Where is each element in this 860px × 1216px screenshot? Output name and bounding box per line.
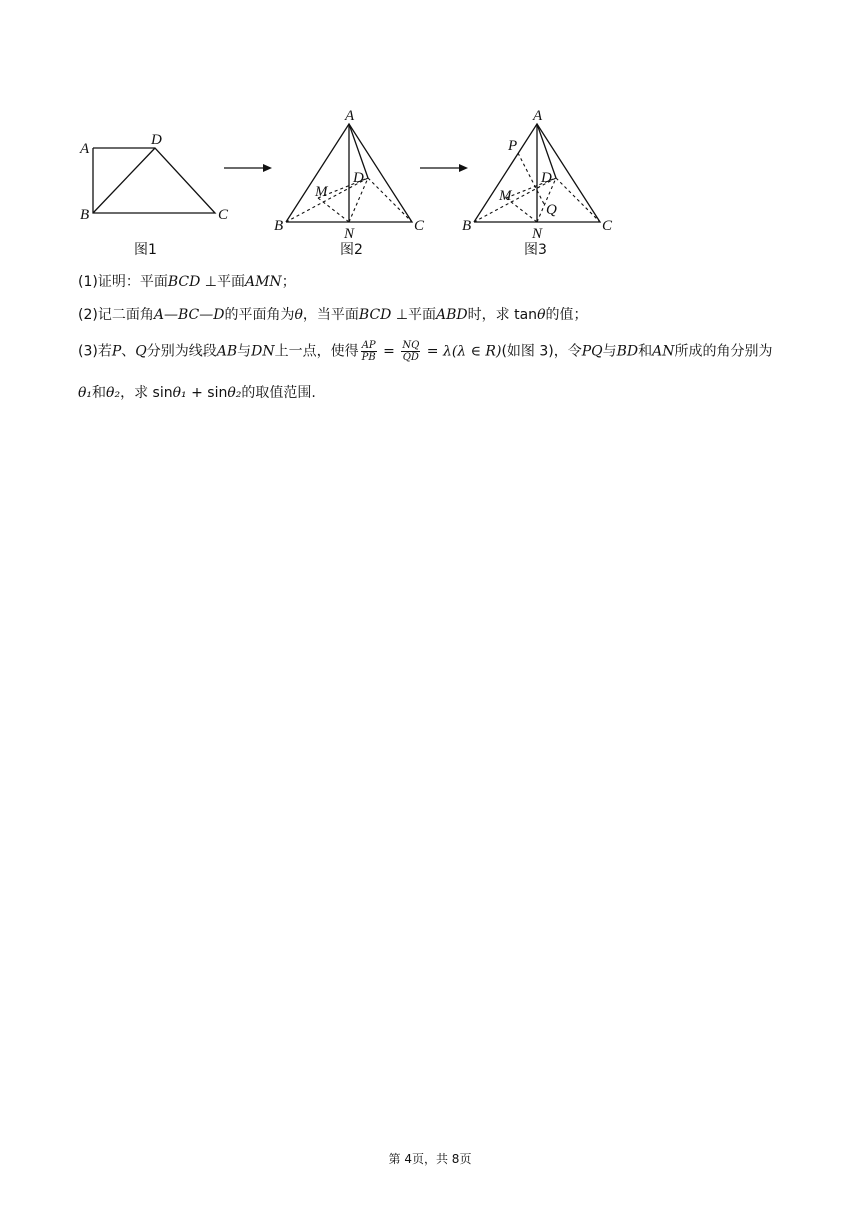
fig1-label-a: A [80,141,90,157]
fig2-label-n: N [344,226,355,242]
q3-number: (3) [78,343,98,360]
fig3-label-p: P [508,138,518,154]
fig3-label-c: C [602,218,613,234]
q1-text: ； [281,274,296,290]
q3-math: Q [135,343,147,360]
fig3-label-n: N [532,226,543,242]
fig2-label-a: A [345,108,355,124]
equals-sign: = [378,343,400,360]
equals-sign: = [422,343,443,360]
fig2-label-m: M [315,184,328,200]
fraction-nq-qd [401,340,420,363]
figures-area [0,0,860,270]
question-1 [78,272,296,292]
geometry-figures [0,0,860,270]
fig1-caption: 图1 [134,242,157,258]
q2-math: θ [537,307,546,323]
q3-text: 和 [638,343,653,360]
fig2-label-c: C [414,218,425,234]
fig3-label-b: B [462,218,472,234]
q3-text: 的取值范围. [241,385,316,401]
q3-math: θ₁ [172,385,187,401]
fraction-ap-pb [361,340,377,363]
q3-text: 分别为线段 [146,343,217,360]
q3-text: 若 [97,343,112,360]
q2-text: 的平面角为 [224,307,295,323]
q3-text: 上一点，使得 [274,343,359,360]
fig1-label-d: D [151,132,162,148]
fig3-caption: 图3 [524,242,547,258]
q2-math: θ [294,307,303,323]
q1-number: (1) [78,274,98,290]
q3-math: DN [251,343,275,360]
q3-text: (如图 3)，令 [501,343,582,360]
fig3-label-d: D [541,170,552,186]
fig3-label-a: A [533,108,543,124]
q2-text: ⊥平面 [391,307,437,323]
fraction-denominator: PB [361,352,376,363]
fig2-label-b: B [274,218,284,234]
question-3-line-1 [78,340,773,363]
fraction-numerator: AP [361,340,376,351]
q3-math: θ₂ [106,385,121,401]
q2-number: (2) [78,307,98,323]
fraction-denominator: QD [402,352,419,363]
question-3-line-2 [78,383,316,403]
figure-2 [274,108,425,258]
right-arrow-icon [420,164,468,172]
fig1-label-c: C [218,207,229,223]
q2-math: BCD [358,307,392,323]
fig3-label-q: Q [546,202,557,218]
q3-math: θ₂ [227,385,242,401]
q2-text: 的值； [545,307,588,323]
q3-text: + sin [186,385,228,401]
fig2-label-d: D [353,170,364,186]
right-arrow-icon [224,164,272,172]
q1-text: ⊥平面 [200,274,245,290]
q2-math: A—BC—D [153,307,225,323]
q3-math: P [111,343,122,360]
q3-math: BD [616,343,639,360]
fig3-label-m: M [499,188,512,204]
q3-math: PQ [581,343,603,360]
q2-text: 记二面角 [97,307,154,323]
q3-math: AB [216,343,238,360]
q1-text: 证明：平面 [97,274,168,290]
fraction-numerator: NQ [402,340,420,351]
q3-text: 所成的角分别为 [674,343,773,360]
q3-text: 、 [121,343,136,360]
fig1-label-b: B [80,207,90,223]
q3-math: θ₁ [78,385,93,401]
q3-text: 与 [237,343,252,360]
q3-math: AN [652,343,675,360]
q3-text: 和 [92,385,107,401]
q2-text: 时，求 tan [467,307,538,323]
q3-math: λ(λ ∈ R) [442,343,502,360]
fig2-caption: 图2 [340,242,363,258]
q2-math: ABD [436,307,468,323]
q3-text: ，求 sin [120,385,173,401]
q3-text: 与 [602,343,617,360]
q1-math: BCD [167,274,201,290]
q1-math: AMN [244,274,282,290]
question-2 [78,305,588,325]
page-footer: 第 4页，共 8页 [388,1152,472,1166]
figure-1 [79,132,229,258]
q2-text: ，当平面 [302,307,359,323]
figure-3 [462,108,613,258]
